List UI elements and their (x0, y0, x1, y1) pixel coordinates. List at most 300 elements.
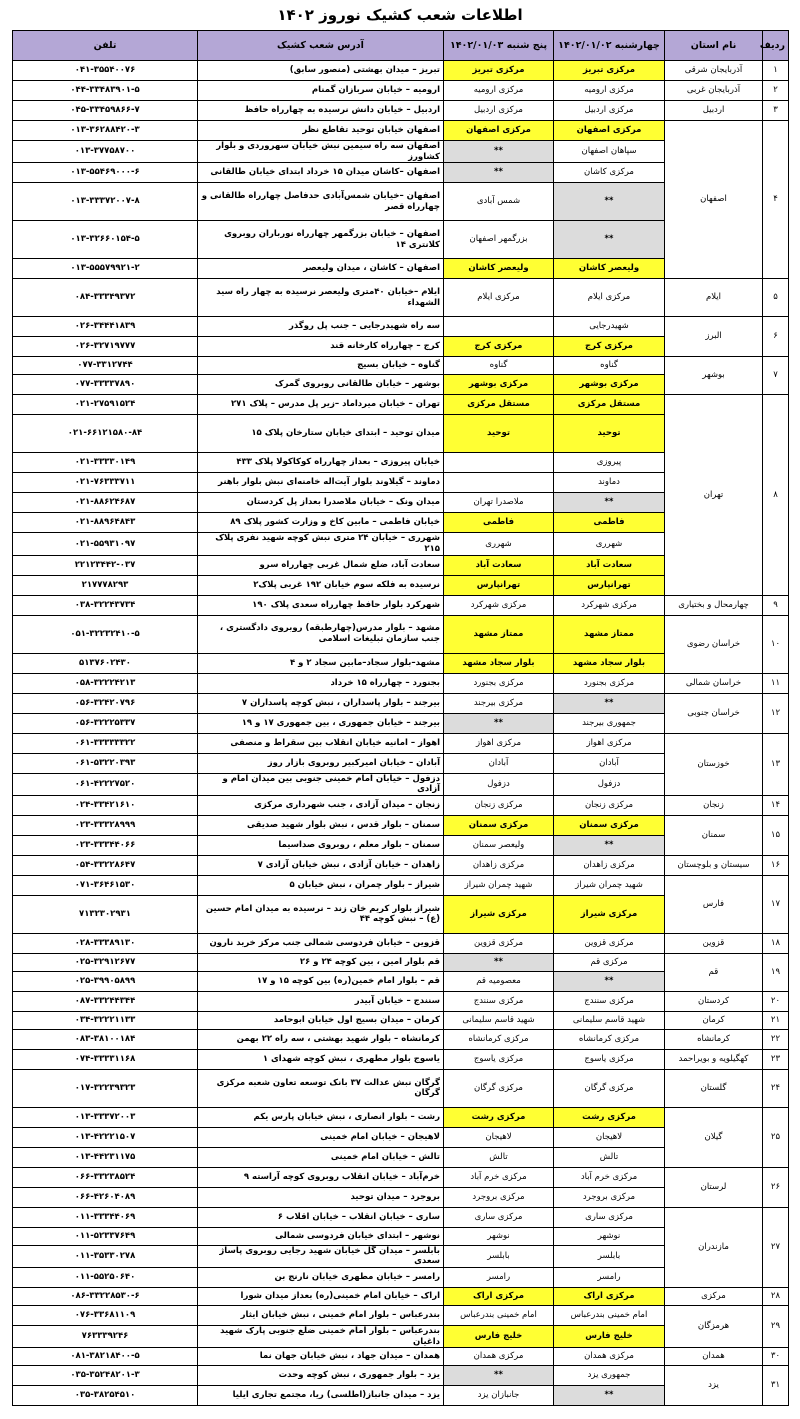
branch-address: اصفهان –کاشان میدان ۱۵ خرداد ابتدای خیابان طالقانی (198, 163, 444, 183)
table-row (13, 673, 789, 693)
branch-phone: ۰۴۵-۳۳۴۵۹۸۶۶-۷ (13, 101, 198, 121)
branch-phone: ۰۲۱-۸۸۹۶۴۸۴۳ (13, 513, 198, 533)
branch-phone: ۰۸۱-۳۸۲۱۸۴۰۰-۵ (13, 1348, 198, 1366)
table-row (13, 875, 789, 895)
thursday-branch: مرکزی کرمانشاه (444, 1029, 554, 1049)
branch-phone: ۰۲۳-۳۳۳۲۸۹۹۹ (13, 815, 198, 835)
thursday-branch: مرکزی سمنان (444, 815, 554, 835)
branch-phone: ۰۶۱-۵۳۲۲۰۳۹۳ (13, 753, 198, 773)
row-index: ۲۲ (763, 1029, 789, 1049)
branch-address: بندرعباس – بلوار امام خمینی ضلع جنوبی پارک شهید داغیان (198, 1326, 444, 1348)
branch-phone: ۰۱۳-۵۵۵۷۹۹۲۱-۲ (13, 259, 198, 279)
province-name: اردبیل (665, 101, 763, 121)
row-index: ۲ (763, 81, 789, 101)
table-row (13, 101, 789, 121)
province-name: مازندران (665, 1207, 763, 1287)
thursday-branch: مرکزی یاسوج (444, 1049, 554, 1069)
row-index: ۲۸ (763, 1288, 789, 1306)
thursday-branch: مرکزی اهواز (444, 733, 554, 753)
wednesday-branch: خلیج فارس (554, 1326, 665, 1348)
table-row (13, 357, 789, 375)
table-row (13, 395, 789, 415)
branch-phone: ۰۲۱-۳۳۳۳۰۱۴۹ (13, 453, 198, 473)
row-index: ۱۴ (763, 795, 789, 815)
thursday-branch: فاطمی (444, 513, 554, 533)
branch-address: سمنان – بلوار قدس ، نبش بلوار شهید صدیقی (198, 815, 444, 835)
wednesday-branch: آبادان (554, 753, 665, 773)
branch-phone: ۰۵۸-۳۲۲۲۴۲۱۳ (13, 673, 198, 693)
thursday-branch: مرکزی شهرکرد (444, 595, 554, 615)
branch-address: کرج – چهارراه کارخانه قند (198, 337, 444, 357)
branch-address: خیابان پیروزی – بعداز چهارراه کوکاکولا پلاک ۴۳۳ (198, 453, 444, 473)
branch-phone: ۰۲۶-۳۴۴۴۱۸۳۹ (13, 317, 198, 337)
branch-phone: ۰۱۱-۳۵۳۳۰۲۷۸ (13, 1245, 198, 1267)
province-name: فارس (665, 875, 763, 933)
wednesday-branch: مرکزی بوشهر (554, 375, 665, 395)
branch-address: بیرجند – خیابان جمهوری ، بین جمهوری ۱۷ و ۱۹ (198, 713, 444, 733)
branch-phone: ۰۱۱-۵۵۲۵۰۶۴۰ (13, 1268, 198, 1288)
thursday-branch: مرکزی تبریز (444, 61, 554, 81)
wednesday-branch: مرکزی کرمانشاه (554, 1029, 665, 1049)
header-tel: تلفن (13, 31, 198, 61)
row-index: ۴ (763, 121, 789, 279)
wednesday-branch: سعادت آباد (554, 555, 665, 575)
table-row (13, 1288, 789, 1306)
province-name: کردستان (665, 991, 763, 1011)
wednesday-branch: مرکزی همدان (554, 1348, 665, 1366)
branch-address: اصفهان – خیابان بزرگمهر چهارراه نورباران روبروی کلانتری ۱۴ (198, 221, 444, 259)
row-index: ۶ (763, 317, 789, 357)
thursday-branch (444, 473, 554, 493)
wednesday-branch: مرکزی قزوین (554, 933, 665, 953)
branch-address: قم بلوار امین ، بین کوچه ۲۴ و ۲۶ (198, 953, 444, 971)
wednesday-branch: بابلسر (554, 1245, 665, 1267)
branch-phone: ۰۵۱-۳۲۲۳۲۴۱۰-۵ (13, 615, 198, 653)
branch-address: کرمانشاه – بلوار شهید بهشتی ، سه راه ۲۲ بهمن (198, 1029, 444, 1049)
branch-address: گناوه – خیابان بسیج (198, 357, 444, 375)
table-row (13, 595, 789, 615)
province-name: خراسان جنوبی (665, 693, 763, 733)
branch-address: قم – بلوار امام خمین(ره) بین کوچه ۱۵ و ۱۷ (198, 971, 444, 991)
row-index: ۲۳ (763, 1049, 789, 1069)
thursday-branch: خلیج فارس (444, 1326, 554, 1348)
table-row (13, 933, 789, 953)
thursday-branch: ملاصدرا تهران (444, 493, 554, 513)
table-body (13, 61, 789, 1406)
header-wednesday: چهارشنبه ۱۴۰۲/۰۱/۰۲ (554, 31, 665, 61)
row-index: ۱ (763, 61, 789, 81)
table-row (13, 1366, 789, 1386)
thursday-branch: مرکزی بجنورد (444, 673, 554, 693)
row-index: ۲۹ (763, 1306, 789, 1348)
wednesday-branch: مرکزی بجنورد (554, 673, 665, 693)
province-name: آذربایجان غربی (665, 81, 763, 101)
branch-address: مشهد–بلوار سجاد–مابین سجاد ۲ و ۴ (198, 653, 444, 673)
province-name: خراسان رضوی (665, 615, 763, 673)
table-row (13, 815, 789, 835)
wednesday-branch: سپاهان اصفهان (554, 141, 665, 163)
thursday-branch: مرکزی گرگان (444, 1069, 554, 1107)
header-thursday: پنج شنبه ۱۴۰۲/۰۱/۰۳ (444, 31, 554, 61)
wednesday-branch: مرکزی کرج (554, 337, 665, 357)
row-index: ۱۰ (763, 615, 789, 673)
wednesday-branch: ممتاز مشهد (554, 615, 665, 653)
thursday-branch: رامسر (444, 1268, 554, 1288)
thursday-branch: جانبازان یزد (444, 1386, 554, 1406)
province-name: قم (665, 953, 763, 991)
branch-address: اصفهان سه راه سیمین نبش خیابان سهروردی و بلوار کشاورز (198, 141, 444, 163)
branch-address: اصفهان خیابان توحید تقاطع نظر (198, 121, 444, 141)
branch-address: سعادت آباد، ضلع شمال غربی چهارراه سرو (198, 555, 444, 575)
wednesday-branch: مرکزی قم (554, 953, 665, 971)
row-index: ۲۴ (763, 1069, 789, 1107)
branch-address: دزفول – خیابان امام خمینی جنوبی بین میدان امام و آزادی (198, 773, 444, 795)
row-index: ۷ (763, 357, 789, 395)
wednesday-branch: ** (554, 835, 665, 855)
row-index: ۱۵ (763, 815, 789, 855)
branch-phone: ۰۲۳-۳۳۳۴۴۰۶۶ (13, 835, 198, 855)
row-index: ۱۷ (763, 875, 789, 933)
province-name: بوشهر (665, 357, 763, 395)
table-row (13, 1207, 789, 1227)
thursday-branch: نوشهر (444, 1227, 554, 1245)
branch-address: خیابان فاطمی – مابین کاخ و وزارت کشور پلاک ۸۹ (198, 513, 444, 533)
province-name: هرمزگان (665, 1306, 763, 1348)
table-row (13, 1107, 789, 1127)
branch-phone: ۰۶۶-۴۲۶۰۴۰۸۹ (13, 1187, 198, 1207)
branch-address: تالش – خیابان امام خمینی (198, 1147, 444, 1167)
wednesday-branch: مرکزی ایلام (554, 279, 665, 317)
header-address: آدرس شعب کشیک (198, 31, 444, 61)
branch-address: تبریز – میدان بهشتی (منصور سابق) (198, 61, 444, 81)
wednesday-branch: ** (554, 183, 665, 221)
table-row (13, 693, 789, 713)
wednesday-branch: مرکزی زاهدان (554, 855, 665, 875)
table-row (13, 1049, 789, 1069)
wednesday-branch: مرکزی ساری (554, 1207, 665, 1227)
branch-address: اصفهان – کاشان ، میدان ولیعصر (198, 259, 444, 279)
branch-address: میدان توحید – ابتدای خیابان ستارخان پلاک ۱۵ (198, 415, 444, 453)
province-name: سیستان و بلوچستان (665, 855, 763, 875)
table-row (13, 733, 789, 753)
wednesday-branch: مرکزی تبریز (554, 61, 665, 81)
wednesday-branch: امام خمینی بندرعباس (554, 1306, 665, 1326)
branch-phone: ۰۱۳-۳۲۶۶۰۱۵۴-۵ (13, 221, 198, 259)
branch-address: اصفهان –خیابان شمس‌آبادی حدفاصل چهارراه طالقانی و چهارراه قصر (198, 183, 444, 221)
thursday-branch: ** (444, 163, 554, 183)
wednesday-branch: مرکزی یاسوج (554, 1049, 665, 1069)
branch-phone: ۰۱۳-۳۶۲۸۸۴۲۰-۳ (13, 121, 198, 141)
branch-address: ایلام –خیابان ۴۰متری ولیعصر نرسیده به چهار راه سید الشهداء (198, 279, 444, 317)
table-row (13, 991, 789, 1011)
province-name: زنجان (665, 795, 763, 815)
thursday-branch: تهرانپارس (444, 575, 554, 595)
branch-phone: ۲۲۱۲۳۴۴۲-۰۳۷ (13, 555, 198, 575)
thursday-branch: ** (444, 1366, 554, 1386)
wednesday-branch: مرکزی کاشان (554, 163, 665, 183)
province-name: گلستان (665, 1069, 763, 1107)
row-index: ۱۸ (763, 933, 789, 953)
row-index: ۸ (763, 395, 789, 595)
header-province: نام استان (665, 31, 763, 61)
province-name: آذربایجان شرقی (665, 61, 763, 81)
table-row (13, 795, 789, 815)
province-name: تهران (665, 395, 763, 595)
branch-address: بیرجند – بلوار پاسداران ، نبش کوچه پاسداران ۷ (198, 693, 444, 713)
branch-phone: ۰۸۴-۳۳۳۴۹۳۷۲ (13, 279, 198, 317)
branch-address: رشت – بلوار انصاری ، نبش خیابان پارس یکم (198, 1107, 444, 1127)
province-name: ایلام (665, 279, 763, 317)
branch-phone: ۷۱۳۲۳۰۲۹۳۱ (13, 895, 198, 933)
branch-phone: ۰۲۱-۶۶۱۲۱۵۸۰-۸۴ (13, 415, 198, 453)
thursday-branch: سعادت آباد (444, 555, 554, 575)
branch-address: بابلسر – میدان گل خیابان شهید رجایی روبروی پاساژ سعدی (198, 1245, 444, 1267)
thursday-branch: تالش (444, 1147, 554, 1167)
thursday-branch (444, 453, 554, 473)
branch-address: خرم‌آباد – خیابان انقلاب روبروی کوچه آراسته ۹ (198, 1167, 444, 1187)
wednesday-branch: شهیدرجایی (554, 317, 665, 337)
branch-phone: ۰۱۳-۳۳۳۷۲۰۰۳ (13, 1107, 198, 1127)
branch-address: میدان ونک – خیابان ملاصدرا بعداز پل کردستان (198, 493, 444, 513)
branch-phone: ۰۲۴-۳۳۴۲۱۶۱۰ (13, 795, 198, 815)
branch-address: مشهد – بلوار مدرس(چهارطبقه) روبروی دادگستری ، جنب سازمان تبلیغات اسلامی (198, 615, 444, 653)
province-name: کهگیلویه و بویراحمد (665, 1049, 763, 1069)
header-idx: ردیف (763, 31, 789, 61)
wednesday-branch: شهید چمران شیراز (554, 875, 665, 895)
row-index: ۳۰ (763, 1348, 789, 1366)
table-row (13, 1167, 789, 1187)
row-index: ۱۳ (763, 733, 789, 795)
branch-address: شهرری – خیابان ۲۴ متری نبش کوچه شهید نفری پلاک ۲۱۵ (198, 533, 444, 555)
branch-phone: ۰۱۳-۵۵۴۶۹۰۰۰-۶ (13, 163, 198, 183)
wednesday-branch: مرکزی اراک (554, 1288, 665, 1306)
branch-phone: ۰۱۳-۴۲۲۲۱۵۰۷ (13, 1127, 198, 1147)
wednesday-branch: شهید قاسم سلیمانی (554, 1011, 665, 1029)
branch-address: آبادان – خیابان امیرکبیر روبروی بازار روز (198, 753, 444, 773)
wednesday-branch: پیروزی (554, 453, 665, 473)
thursday-branch: مرکزی رشت (444, 1107, 554, 1127)
wednesday-branch: ** (554, 1386, 665, 1406)
branch-address: یاسوج بلوار مطهری ، نبش کوچه شهدای ۱ (198, 1049, 444, 1069)
wednesday-branch: ** (554, 493, 665, 513)
branch-address: اراک – خیابان امام خمینی(ره) بعداز میدان شورا (198, 1288, 444, 1306)
thursday-branch: بابلسر (444, 1245, 554, 1267)
row-index: ۵ (763, 279, 789, 317)
thursday-branch: بزرگمهر اصفهان (444, 221, 554, 259)
wednesday-branch: مرکزی اصفهان (554, 121, 665, 141)
thursday-branch: مرکزی زنجان (444, 795, 554, 815)
thursday-branch: مرکزی همدان (444, 1348, 554, 1366)
thursday-branch: مرکزی بیرجند (444, 693, 554, 713)
thursday-branch: مرکزی بوشهر (444, 375, 554, 395)
wednesday-branch: مرکزی شیراز (554, 895, 665, 933)
branch-address: زنجان – میدان آزادی ، جنب شهرداری مرکزی (198, 795, 444, 815)
row-index: ۹ (763, 595, 789, 615)
branch-phone: ۰۷۷-۳۳۳۳۷۸۹۰ (13, 375, 198, 395)
wednesday-branch: جمهوری بیرجند (554, 713, 665, 733)
thursday-branch: لاهیجان (444, 1127, 554, 1147)
wednesday-branch: شهرری (554, 533, 665, 555)
wednesday-branch: رامسر (554, 1268, 665, 1288)
branch-address: ارومیه – خیابان سربازان گمنام (198, 81, 444, 101)
row-index: ۲۷ (763, 1207, 789, 1287)
row-index: ۱۹ (763, 953, 789, 991)
wednesday-branch: مرکزی بروجرد (554, 1187, 665, 1207)
branch-address: یزد – میدان جانباز(اطلسی) ریا، مجتمع تجاری ایلیا (198, 1386, 444, 1406)
branch-phone: ۰۵۶-۳۲۲۲۵۳۳۷ (13, 713, 198, 733)
branch-phone: ۰۷۷-۳۳۱۲۷۴۴ (13, 357, 198, 375)
branch-phone: ۷۶۳۳۳۹۲۴۶ (13, 1326, 198, 1348)
branch-address: نرسیده به فلکه سوم خیابان ۱۹۲ غربی پلاک۲ (198, 575, 444, 595)
table-row (13, 953, 789, 971)
branch-phone: ۰۶۱-۴۲۲۲۷۵۲۰ (13, 773, 198, 795)
wednesday-branch: گناوه (554, 357, 665, 375)
province-name: سمنان (665, 815, 763, 855)
province-name: مرکزی (665, 1288, 763, 1306)
wednesday-branch: مرکزی زنجان (554, 795, 665, 815)
wednesday-branch: مرکزی سنندج (554, 991, 665, 1011)
branch-phone: ۰۲۵-۳۹۹۰۵۸۹۹ (13, 971, 198, 991)
branch-address: زاهدان – خیابان آزادی ، نبش خیابان آزادی ۷ (198, 855, 444, 875)
thursday-branch: مرکزی کرج (444, 337, 554, 357)
wednesday-branch: بلوار سجاد مشهد (554, 653, 665, 673)
province-name: کرمانشاه (665, 1029, 763, 1049)
province-name: گیلان (665, 1107, 763, 1167)
wednesday-branch: دماوند (554, 473, 665, 493)
thursday-branch: گناوه (444, 357, 554, 375)
thursday-branch: ** (444, 713, 554, 733)
row-index: ۲۶ (763, 1167, 789, 1207)
branch-phone: ۰۷۴-۳۳۳۳۱۱۶۸ (13, 1049, 198, 1069)
thursday-branch: مرکزی ارومیه (444, 81, 554, 101)
branch-address: بجنورد – چهارراه ۱۵ خرداد (198, 673, 444, 693)
table-row (13, 1348, 789, 1366)
thursday-branch: مرکزی خرم آباد (444, 1167, 554, 1187)
branch-address: کرمان – میدان بسیج اول خیابان ابوحامد (198, 1011, 444, 1029)
branch-phone: ۰۲۱-۷۶۳۳۳۷۱۱ (13, 473, 198, 493)
province-name: خوزستان (665, 733, 763, 795)
wednesday-branch: ولیعصر کاشان (554, 259, 665, 279)
branch-address: شیراز بلوار کریم خان زند – نرسیده به میدان امام حسین (ع) – نبش کوچه ۴۴ (198, 895, 444, 933)
branch-phone: ۰۸۷-۳۳۲۴۴۳۴۴ (13, 991, 198, 1011)
branch-phone: ۵۱۳۷۶۰۲۴۳۰ (13, 653, 198, 673)
branch-phone: ۰۷۱-۳۶۴۶۱۵۳۰ (13, 875, 198, 895)
branch-address: شهرکرد بلوار حافظ چهارراه سعدی پلاک ۱۹۰ (198, 595, 444, 615)
branch-phone: ۰۲۱-۸۸۶۲۴۶۸۷ (13, 493, 198, 513)
thursday-branch: امام خمینی بندرعباس (444, 1306, 554, 1326)
wednesday-branch: ** (554, 221, 665, 259)
branch-address: اهواز – امانیه خیابان انقلاب بین سقراط و منصفی (198, 733, 444, 753)
branch-address: بروجرد – میدان توحید (198, 1187, 444, 1207)
table-row (13, 1029, 789, 1049)
thursday-branch: شهید چمران شیراز (444, 875, 554, 895)
wednesday-branch: مرکزی سمنان (554, 815, 665, 835)
branch-phone: ۰۶۶-۳۳۲۳۸۵۲۴ (13, 1167, 198, 1187)
branch-address: گرگان نبش عدالت ۳۷ بانک توسعه تعاون شعبه مرکزی گرگان (198, 1069, 444, 1107)
branch-address: همدان – میدان جهاد ، نبش خیابان جهان نما (198, 1348, 444, 1366)
row-index: ۳ (763, 101, 789, 121)
province-name: قزوین (665, 933, 763, 953)
province-name: البرز (665, 317, 763, 357)
branch-phone: ۰۸۶-۳۳۲۲۸۵۳۰-۶ (13, 1288, 198, 1306)
wednesday-branch: دزفول (554, 773, 665, 795)
wednesday-branch: تالش (554, 1147, 665, 1167)
thursday-branch: مستقل مرکزی (444, 395, 554, 415)
thursday-branch: شمس آبادی (444, 183, 554, 221)
branch-phone: ۰۱۳-۴۴۲۳۱۱۷۵ (13, 1147, 198, 1167)
thursday-branch: مرکزی شیراز (444, 895, 554, 933)
branch-phone: ۰۶۱-۳۳۳۳۳۳۲۲ (13, 733, 198, 753)
branch-address: سه راه شهیدرجایی – جنب پل روگذر (198, 317, 444, 337)
wednesday-branch: ** (554, 971, 665, 991)
branch-phone: ۰۳۸-۳۲۲۴۳۷۳۴ (13, 595, 198, 615)
branch-phone: ۰۳۵-۳۵۲۴۸۲۰۱-۳ (13, 1366, 198, 1386)
branch-address: نوشهر – ابتدای خیابان فردوسی شمالی (198, 1227, 444, 1245)
branch-phone: ۰۳۴-۳۲۲۲۱۱۳۳ (13, 1011, 198, 1029)
thursday-branch: ممتاز مشهد (444, 615, 554, 653)
branch-address: دماوند – گیلاوند بلوار آیت‌اله خامنه‌ای نبش بلوار باهنر (198, 473, 444, 493)
thursday-branch: بلوار سجاد مشهد (444, 653, 554, 673)
branch-address: سنندج – خیابان آبیدر (198, 991, 444, 1011)
branch-phone: ۰۱۷-۳۲۲۳۹۳۲۳ (13, 1069, 198, 1107)
branch-address: ساری – خیابان انقلاب – خیابان اقلاب ۶ (198, 1207, 444, 1227)
table-row (13, 1306, 789, 1326)
branch-phone: ۰۲۸-۳۳۳۸۹۱۳۰ (13, 933, 198, 953)
branch-address: سمنان – بلوار معلم ، روبروی صداسیما (198, 835, 444, 855)
branch-phone: ۰۴۴-۳۳۴۸۳۹۰۱-۵ (13, 81, 198, 101)
branch-phone: ۰۱۳-۳۷۷۵۸۷۰۰ (13, 141, 198, 163)
row-index: ۱۲ (763, 693, 789, 733)
thursday-branch: شهید قاسم سلیمانی (444, 1011, 554, 1029)
table-header-row (13, 31, 789, 61)
branch-address: رامسر – خیابان مطهری خیابان نارنج بن (198, 1268, 444, 1288)
thursday-branch: شهرری (444, 533, 554, 555)
branch-phone: ۰۴۱-۳۵۵۴۰۰۷۶ (13, 61, 198, 81)
thursday-branch: مرکزی بروجرد (444, 1187, 554, 1207)
branch-phone: ۰۱۱-۳۳۳۴۴۰۶۹ (13, 1207, 198, 1227)
wednesday-branch: مرکزی اردبیل (554, 101, 665, 121)
thursday-branch: ** (444, 141, 554, 163)
thursday-branch: مرکزی زاهدان (444, 855, 554, 875)
thursday-branch: معصومیه قم (444, 971, 554, 991)
thursday-branch: مرکزی اصفهان (444, 121, 554, 141)
wednesday-branch: مرکزی گرگان (554, 1069, 665, 1107)
thursday-branch: ولیعصر کاشان (444, 259, 554, 279)
thursday-branch: دزفول (444, 773, 554, 795)
branch-phone: ۰۱۱-۵۲۳۳۷۶۴۹ (13, 1227, 198, 1245)
branch-phone: ۰۵۶-۳۲۴۲۰۷۹۶ (13, 693, 198, 713)
province-name: لرستان (665, 1167, 763, 1207)
table-row (13, 1069, 789, 1107)
branch-address: اردبیل – خیابان دانش نرسیده به چهارراه حافظ (198, 101, 444, 121)
row-index: ۱۶ (763, 855, 789, 875)
branch-address: بوشهر – خیابان طالقانی روبروی گمرک (198, 375, 444, 395)
thursday-branch: آبادان (444, 753, 554, 773)
table-row (13, 1011, 789, 1029)
province-name: اصفهان (665, 121, 763, 279)
branch-address: لاهیجان – خیابان امام خمینی (198, 1127, 444, 1147)
branch-phone: ۰۷۶-۳۳۶۸۱۱۰۹ (13, 1306, 198, 1326)
province-name: چهارمحال و بختیاری (665, 595, 763, 615)
wednesday-branch: جمهوری یزد (554, 1366, 665, 1386)
wednesday-branch: ** (554, 693, 665, 713)
branch-phone: ۰۲۵-۳۲۹۱۲۶۷۷ (13, 953, 198, 971)
branch-address: قزوین – خیابان فردوسی شمالی جنب مرکز خرید نارون (198, 933, 444, 953)
branch-phone: ۰۲۱-۲۷۵۹۱۵۲۴ (13, 395, 198, 415)
thursday-branch: مرکزی ایلام (444, 279, 554, 317)
wednesday-branch: مستقل مرکزی (554, 395, 665, 415)
branch-address: شیراز – بلوار چمران ، نبش خیابان ۵ (198, 875, 444, 895)
